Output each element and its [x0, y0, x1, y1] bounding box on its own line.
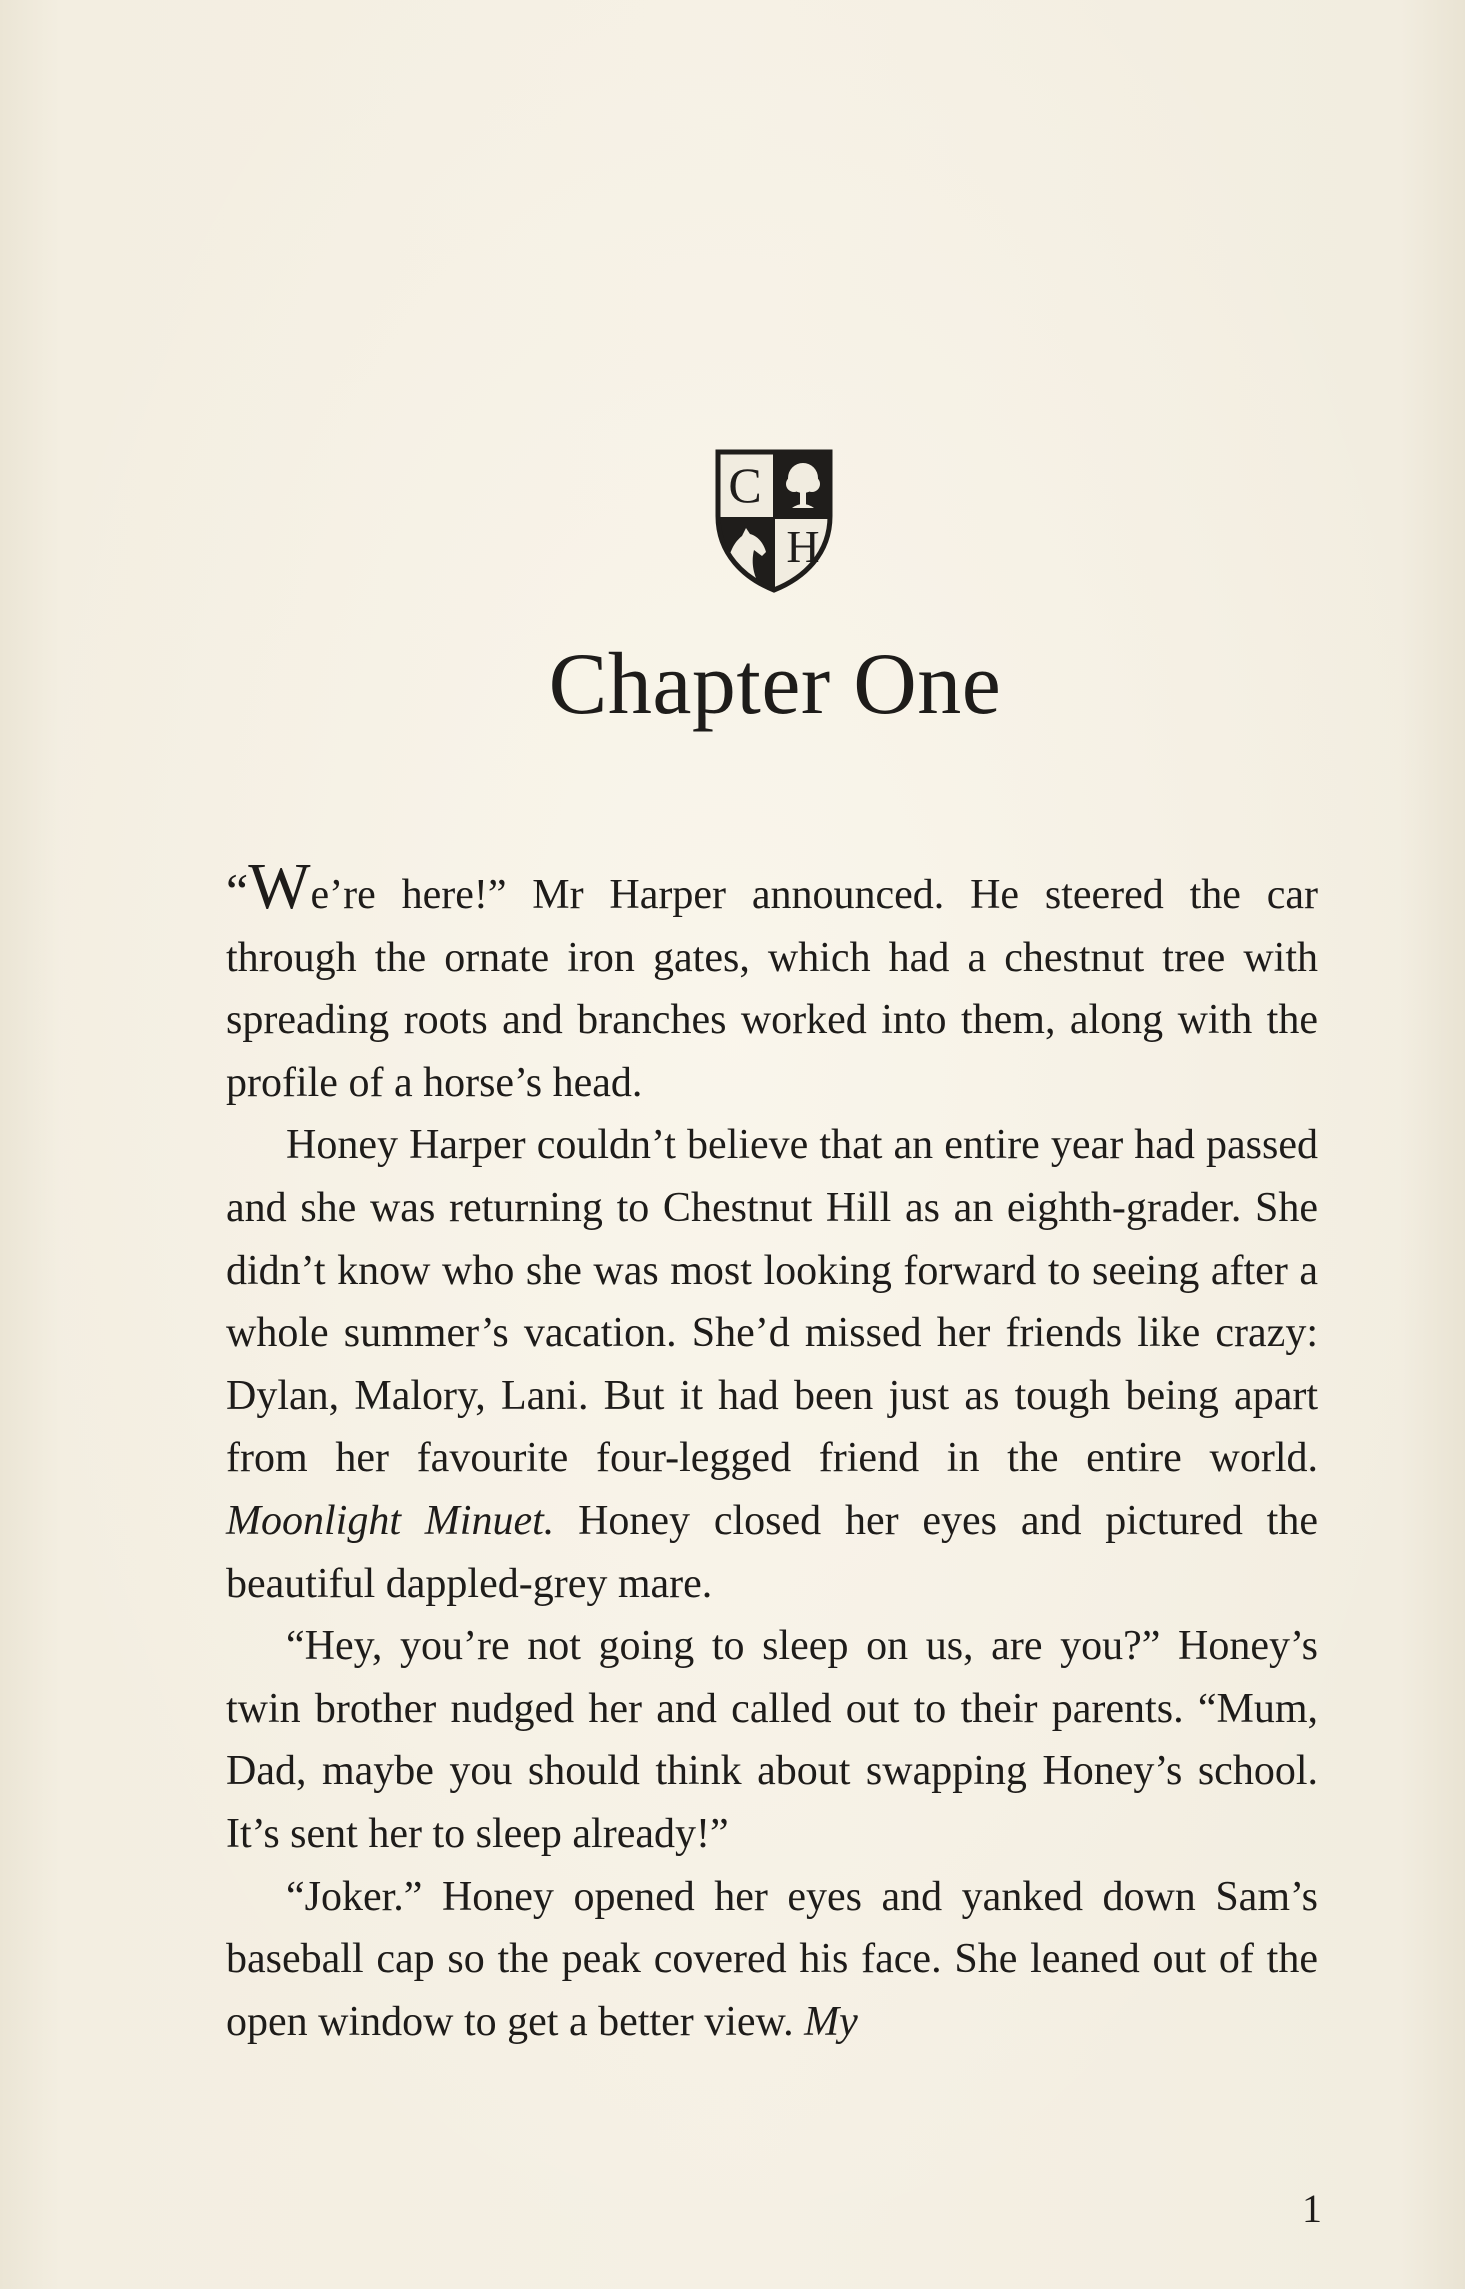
crest-letter-h: H [786, 521, 820, 572]
crest-letter-c: C [728, 457, 762, 513]
paragraph-text: Honey closed her eyes and pictured the beautiful dappled-grey mare. [226, 1497, 1318, 1607]
paragraph [226, 1615, 1318, 1865]
paragraph [226, 850, 1318, 1114]
paragraph [226, 1866, 1318, 2054]
drop-cap: W [248, 850, 311, 923]
paragraph-text: Honey Harper couldn’t believe that an entire year had passed and she was returning to Chestnut Hill as an eighth-grader. She didn’t know who she was most looking forward to seeing after a whole summer’s vacation. She’d missed her friends like crazy: Dylan, Malory, Lani. But it had been just as tough being apart from her favourite four-legged friend in the entire world. [226, 1122, 1318, 1482]
paragraph-text: “Joker.” Honey opened her eyes and yanked down Sam’s baseball cap so the peak covered his face. She leaned out of the open window to get a better view. [226, 1873, 1318, 2045]
italic-continuation: My [804, 1998, 858, 2045]
school-crest [712, 446, 836, 594]
paragraph [226, 1114, 1318, 1615]
page-number: 1 [1302, 2186, 1322, 2231]
paragraph-text: e’re here!” Mr Harper announced. He steered the car through the ornate iron gates, which had a chestnut tree with spreading roots and branches worked into them, along with the profile of a horse’s head. [226, 872, 1318, 1106]
paragraph-text: “Hey, you’re not going to sleep on us, are you?” Honey’s twin brother nudged her and called out to their parents. “Mum, Dad, maybe you should think about swapping Honey’s school. It’s sent her to sleep already!” [226, 1623, 1318, 1857]
horse-name-italic: Moonlight Minuet. [226, 1497, 555, 1544]
chapter-body [226, 850, 1318, 2053]
opening-quote: “ [226, 863, 249, 919]
chapter-title: Chapter One [548, 636, 1002, 733]
